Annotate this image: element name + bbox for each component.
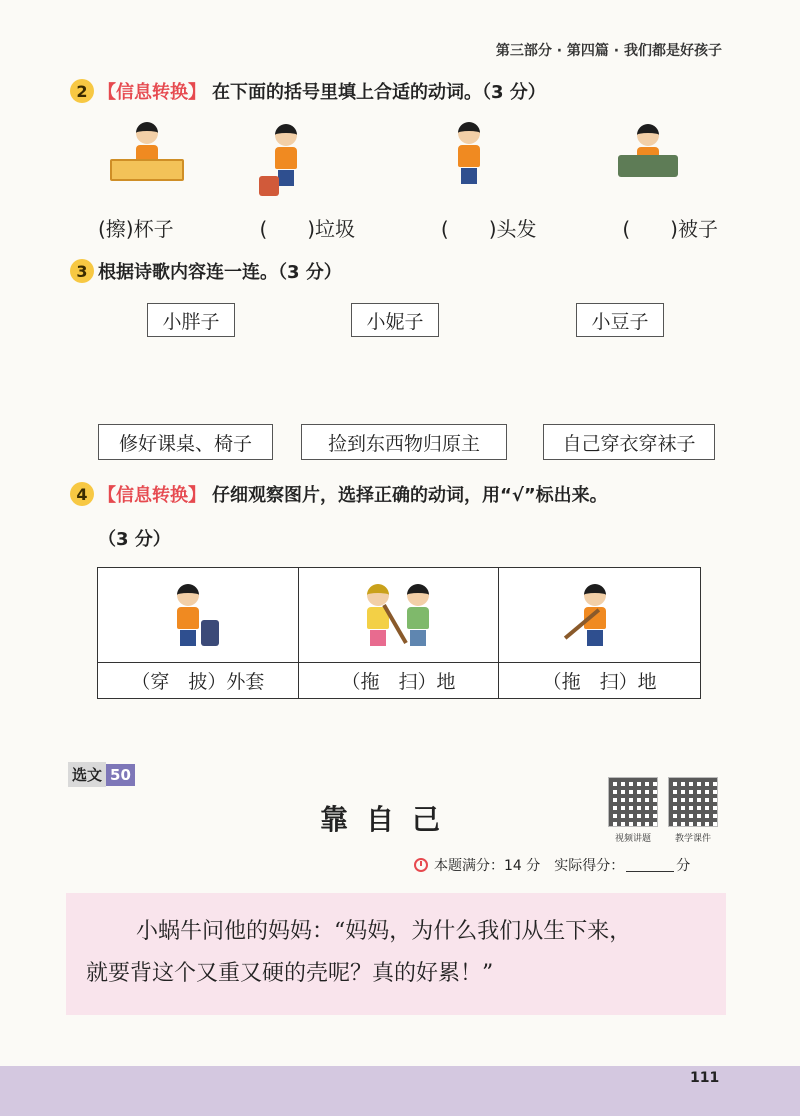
score-unit: 分 (676, 858, 691, 874)
section-label-number: 50 (106, 764, 135, 786)
score-full: 本题满分：14 分 (434, 858, 541, 874)
score-line (414, 855, 690, 875)
illustration-kids-sweeping (367, 584, 429, 646)
name-box[interactable]: 小豆子 (576, 303, 664, 337)
option-cell[interactable]: （穿 披）外套 (98, 663, 299, 698)
illustration-boy-folding-quilt (618, 124, 678, 177)
qr-caption: 教学课件 (674, 834, 711, 844)
q2-blank-row (98, 213, 718, 242)
picture-cell (299, 568, 500, 663)
qr-code-icon[interactable] (668, 777, 718, 827)
qr-caption: 视频讲题 (614, 834, 651, 844)
question-prompt: 在下面的括号里填上合适的动词。（3 分） (212, 82, 546, 103)
action-box[interactable]: 自己穿衣穿袜子 (543, 424, 715, 460)
article-passage (66, 893, 726, 1015)
action-box[interactable]: 捡到东西物归原主 (301, 424, 507, 460)
question-tag: 【信息转换】 (98, 485, 206, 506)
action-box[interactable]: 修好课桌、椅子 (98, 424, 273, 460)
score-blank[interactable] (626, 858, 674, 872)
name-box[interactable]: 小胖子 (147, 303, 235, 337)
section-label-text: 选文 (68, 762, 106, 787)
page-header: 第三部分 · 第四篇 · 我们都是好孩子 (495, 43, 722, 59)
passage-line: 小蜗牛问他的妈妈：“妈妈，为什么我们从生下来， (136, 919, 632, 944)
question-number: 3 (70, 259, 94, 283)
question-number: 2 (70, 79, 94, 103)
article-title: 靠自己 (320, 803, 459, 836)
option-cell[interactable]: （拖 扫）地 (299, 663, 500, 698)
question-tag: 【信息转换】 (98, 82, 206, 103)
passage-line: 就要背这个又重又硬的壳呢？真的好累！” (86, 961, 494, 986)
q2-item[interactable]: (擦)杯子 (98, 217, 174, 241)
question-number: 4 (70, 482, 94, 506)
question-prompt: 仔细观察图片，选择正确的动词，用“√”标出来。 (212, 485, 608, 506)
illustration-boy-picking-trash (275, 124, 297, 196)
picture-table (97, 567, 701, 699)
illustration-boy-mopping (594, 584, 606, 646)
illustration-boy-wiping-cup (110, 122, 184, 181)
illustration-boy-combing-hair (458, 122, 480, 184)
qr-code-icon[interactable] (608, 777, 658, 827)
q2-item[interactable]: ( )被子 (622, 217, 718, 241)
question-4-header (70, 481, 608, 507)
clock-icon (414, 858, 428, 872)
page-number: 111 (690, 1070, 720, 1086)
picture-cell (98, 568, 299, 663)
q2-item[interactable]: ( )垃圾 (259, 217, 356, 241)
option-cell[interactable]: （拖 扫）地 (542, 671, 657, 693)
question-score: （3 分） (98, 529, 171, 550)
score-actual-label: 实际得分： (554, 858, 625, 874)
picture-cell (499, 568, 700, 663)
q2-item[interactable]: ( )头发 (440, 217, 537, 241)
section-label (68, 762, 135, 787)
question-2-header (70, 78, 546, 104)
illustration-boy-wearing-coat (177, 584, 219, 646)
footer-band (0, 1066, 800, 1116)
name-box[interactable]: 小妮子 (351, 303, 439, 337)
question-prompt: 根据诗歌内容连一连。（3 分） (98, 262, 342, 283)
question-3-header (70, 258, 342, 284)
